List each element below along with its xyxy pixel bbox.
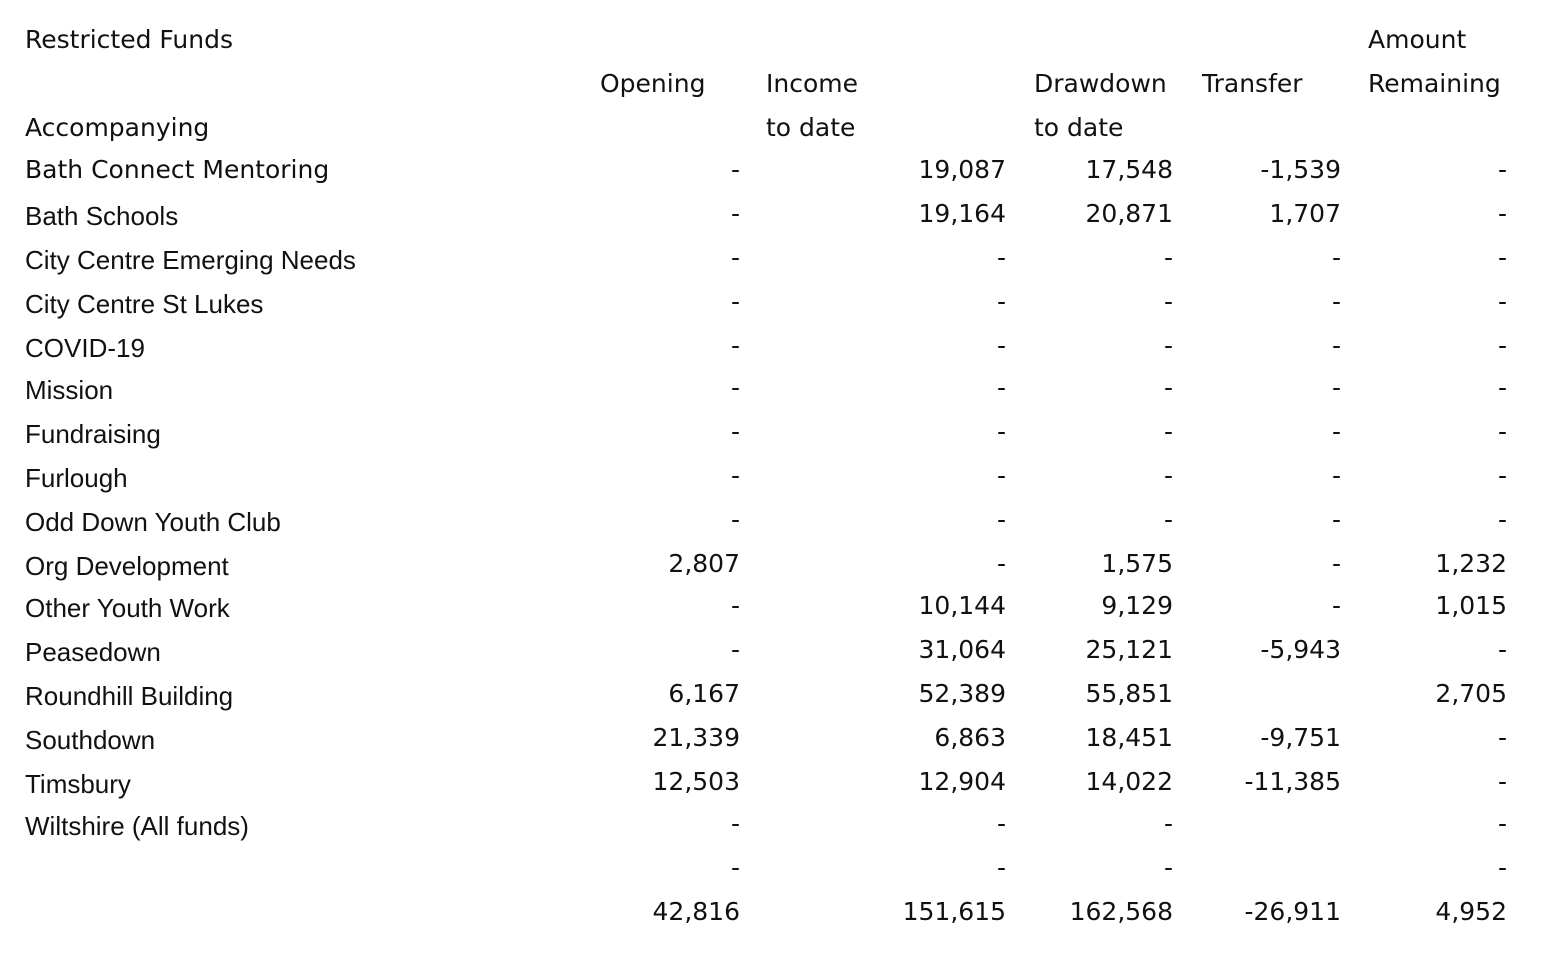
- row-name: Other Youth Work: [25, 593, 230, 623]
- cell-remaining: -: [1497, 331, 1507, 360]
- cell-remaining: -: [1497, 809, 1507, 838]
- cell-drawdown: 20,871: [1085, 199, 1173, 228]
- row-name: Bath Connect Mentoring: [25, 155, 330, 184]
- cell-income: -: [996, 809, 1006, 838]
- cell-transfer: -: [1331, 287, 1341, 316]
- cell-opening: -: [730, 505, 740, 534]
- cell-transfer: 1,707: [1269, 199, 1341, 228]
- cell-opening: -: [730, 461, 740, 490]
- cell-opening: 2,807: [668, 549, 740, 578]
- row-name: Peasedown: [25, 637, 161, 667]
- cell-drawdown: -: [1163, 373, 1173, 402]
- cell-income: -: [996, 549, 1006, 578]
- row-name: City Centre Emerging Needs: [25, 245, 356, 275]
- total-remaining: 4,952: [1435, 897, 1507, 926]
- cell-income: -: [996, 461, 1006, 490]
- cell-drawdown: 25,121: [1085, 635, 1173, 664]
- cell-opening: 6,167: [668, 679, 740, 708]
- cell-income: 19,164: [918, 199, 1006, 228]
- header-drawdown-line1: Drawdown: [1034, 69, 1167, 98]
- cell-opening: 21,339: [652, 723, 740, 752]
- row-name: Mission: [25, 375, 114, 405]
- cell-transfer: -: [1331, 417, 1341, 446]
- header-drawdown-line2: to date: [1034, 113, 1124, 142]
- cell-remaining: -: [1497, 853, 1507, 882]
- header-amount-line2: Remaining: [1368, 69, 1501, 98]
- cell-transfer: -: [1331, 505, 1341, 534]
- cell-transfer: -: [1331, 373, 1341, 402]
- cell-drawdown: -: [1163, 505, 1173, 534]
- cell-income: 12,904: [918, 767, 1006, 796]
- cell-drawdown: 55,851: [1085, 679, 1173, 708]
- row-name: Southdown: [25, 725, 156, 755]
- cell-opening: -: [730, 287, 740, 316]
- row-name: Fundraising: [25, 419, 161, 449]
- cell-drawdown: 14,022: [1085, 767, 1173, 796]
- row-name: Timsbury: [25, 769, 131, 799]
- header-income-line2: to date: [766, 113, 856, 142]
- cell-transfer: -: [1331, 461, 1341, 490]
- row-name: Furlough: [25, 463, 128, 493]
- cell-opening: -: [730, 809, 740, 838]
- row-name: Org Development: [25, 551, 229, 581]
- cell-remaining: -: [1497, 767, 1507, 796]
- cell-remaining: -: [1497, 417, 1507, 446]
- total-opening: 42,816: [652, 897, 740, 926]
- cell-income: 19,087: [918, 155, 1006, 184]
- cell-opening: -: [730, 853, 740, 882]
- cell-income: -: [996, 331, 1006, 360]
- cell-transfer: -: [1331, 331, 1341, 360]
- cell-income: -: [996, 287, 1006, 316]
- cell-remaining: -: [1497, 505, 1507, 534]
- cell-transfer: -11,385: [1244, 767, 1341, 796]
- cell-drawdown: -: [1163, 853, 1173, 882]
- cell-opening: -: [730, 199, 740, 228]
- cell-transfer: -9,751: [1260, 723, 1341, 752]
- section-label: Accompanying: [25, 113, 210, 142]
- sheet-title: Restricted Funds: [25, 25, 234, 54]
- cell-drawdown: 18,451: [1085, 723, 1173, 752]
- cell-transfer: -: [1331, 243, 1341, 272]
- cell-opening: -: [730, 243, 740, 272]
- cell-remaining: 2,705: [1435, 679, 1507, 708]
- cell-drawdown: 17,548: [1085, 155, 1173, 184]
- header-amount-line1: Amount: [1368, 25, 1467, 54]
- header-income-line1: Income: [766, 69, 858, 98]
- cell-drawdown: -: [1163, 331, 1173, 360]
- cell-remaining: -: [1497, 635, 1507, 664]
- cell-income: -: [996, 417, 1006, 446]
- cell-transfer: -: [1331, 591, 1341, 620]
- cell-drawdown: 9,129: [1101, 591, 1173, 620]
- row-name: Odd Down Youth Club: [25, 507, 281, 537]
- total-income: 151,615: [902, 897, 1006, 926]
- row-name: COVID-19: [25, 333, 145, 363]
- cell-remaining: -: [1497, 199, 1507, 228]
- cell-transfer: -: [1331, 549, 1341, 578]
- header-transfer: Transfer: [1202, 69, 1303, 98]
- cell-drawdown: -: [1163, 287, 1173, 316]
- cell-remaining: -: [1497, 461, 1507, 490]
- total-drawdown: 162,568: [1069, 897, 1173, 926]
- cell-income: 31,064: [918, 635, 1006, 664]
- header-opening: Opening: [600, 69, 706, 98]
- cell-opening: 12,503: [652, 767, 740, 796]
- cell-drawdown: 1,575: [1101, 549, 1173, 578]
- cell-drawdown: -: [1163, 417, 1173, 446]
- cell-drawdown: -: [1163, 461, 1173, 490]
- cell-opening: -: [730, 635, 740, 664]
- cell-remaining: 1,015: [1435, 591, 1507, 620]
- cell-opening: -: [730, 417, 740, 446]
- cell-remaining: -: [1497, 155, 1507, 184]
- cell-opening: -: [730, 331, 740, 360]
- cell-transfer: -5,943: [1260, 635, 1341, 664]
- cell-income: 10,144: [918, 591, 1006, 620]
- cell-opening: -: [730, 591, 740, 620]
- cell-opening: -: [730, 155, 740, 184]
- row-name: Roundhill Building: [25, 681, 234, 711]
- row-name: City Centre St Lukes: [25, 289, 264, 319]
- row-name: Wiltshire (All funds): [25, 811, 249, 841]
- cell-opening: -: [730, 373, 740, 402]
- cell-income: -: [996, 505, 1006, 534]
- cell-income: 52,389: [918, 679, 1006, 708]
- cell-remaining: -: [1497, 373, 1507, 402]
- cell-income: -: [996, 373, 1006, 402]
- total-transfer: -26,911: [1244, 897, 1341, 926]
- cell-transfer: -1,539: [1260, 155, 1341, 184]
- cell-remaining: -: [1497, 243, 1507, 272]
- cell-income: -: [996, 243, 1006, 272]
- cell-remaining: 1,232: [1435, 549, 1507, 578]
- cell-remaining: -: [1497, 287, 1507, 316]
- cell-drawdown: -: [1163, 809, 1173, 838]
- cell-income: 6,863: [934, 723, 1006, 752]
- cell-drawdown: -: [1163, 243, 1173, 272]
- row-name: Bath Schools: [25, 201, 179, 231]
- cell-remaining: -: [1497, 723, 1507, 752]
- cell-income: -: [996, 853, 1006, 882]
